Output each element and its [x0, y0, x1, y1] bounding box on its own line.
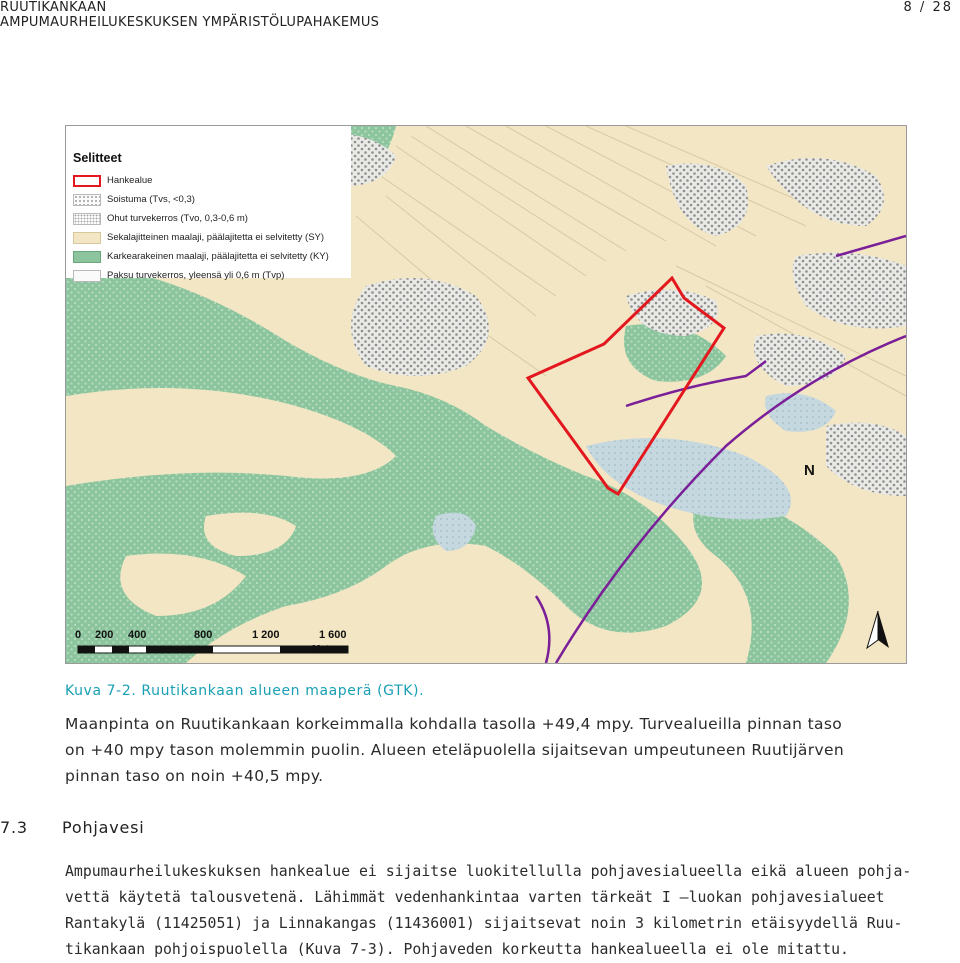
scale-bar-labels	[66, 629, 366, 643]
legend-swatch	[73, 232, 101, 244]
paragraph-groundwater	[65, 859, 960, 963]
scale-label: 1 600	[319, 629, 347, 641]
text-line: vettä käytetä talousvetenä. Lähimmät vedenhankintaa varten tärkeät I –luokan pohjavesialueet	[65, 889, 885, 906]
legend-label: Soistuma (Tvs, <0,3)	[107, 194, 195, 205]
legend-item-sy	[73, 230, 324, 245]
scale-label: 0	[75, 629, 82, 641]
scale-label: 1 200	[252, 629, 280, 641]
section-title: Pohjavesi	[62, 818, 145, 837]
legend-label: Paksu turvekerros, yleensä yli 0,6 m (Tvp)	[107, 270, 285, 281]
north-label: N	[804, 462, 815, 479]
soil-map	[65, 125, 907, 664]
legend-item-tvs	[73, 192, 195, 207]
legend-swatch	[73, 194, 101, 206]
legend-swatch	[73, 213, 101, 225]
text-line: on +40 mpy tason molemmin puolin. Alueen eteläpuolella sijaitsevan umpeutuneen Ruutijärven	[65, 741, 845, 759]
text-line: pinnan taso on noin +40,5 mpy.	[65, 767, 324, 785]
text-line: Rantakylä (11425051) ja Linnakangas (11436001) sijaitsevat noin 3 kilometrin etäisyydellä Ruu-	[65, 915, 903, 932]
scale-label: 200	[95, 629, 114, 641]
legend-label: Hankealue	[107, 175, 153, 186]
page-number: 8 / 28	[903, 0, 953, 15]
legend-label: Sekalajitteinen maalaji, päälajitetta ei selvitetty (SY)	[107, 232, 325, 243]
map-legend	[66, 126, 351, 281]
legend-swatch	[73, 251, 101, 263]
text-line: tikankaan pohjoispuolella (Kuva 7-3). Pohjaveden korkeutta hankealueella ei ole mitattu.	[65, 941, 849, 958]
legend-swatch	[73, 270, 101, 282]
header-title-line2: AMPUMAURHEILUKESKUKSEN YMPÄRISTÖLUPAHAKEMUS	[0, 15, 380, 30]
figure-caption: Kuva 7-2. Ruutikankaan alueen maaperä (GTK).	[65, 683, 425, 699]
legend-item-hankealue	[73, 173, 152, 188]
paragraph-elevation	[65, 711, 960, 789]
text-line: Maanpinta on Ruutikankaan korkeimmalla kohdalla tasolla +49,4 mpy. Turvealueilla pinnan taso	[65, 715, 843, 733]
legend-item-tvp	[73, 268, 284, 283]
header-title-line1: RUUTIKANKAAN	[0, 0, 107, 15]
scale-unit: Meters	[312, 644, 345, 655]
legend-label: Ohut turvekerros (Tvo, 0,3-0,6 m)	[107, 213, 248, 224]
legend-label: Karkearakeinen maalaji, päälajitetta ei selvitetty (KY)	[107, 251, 329, 262]
document-header	[0, 0, 379, 30]
legend-item-ky	[73, 249, 329, 264]
scale-label: 800	[194, 629, 213, 641]
section-heading	[0, 818, 145, 837]
text-line: Ampumaurheilukeskuksen hankealue ei sijaitse luokitellulla pohjavesialueella eikä alueen pohja-	[65, 863, 912, 880]
scale-bar	[78, 646, 348, 653]
scale-label: 400	[128, 629, 147, 641]
legend-item-tvo	[73, 211, 248, 226]
legend-title: Selitteet	[73, 151, 122, 165]
section-number: 7.3	[0, 818, 28, 837]
legend-swatch	[73, 175, 101, 187]
